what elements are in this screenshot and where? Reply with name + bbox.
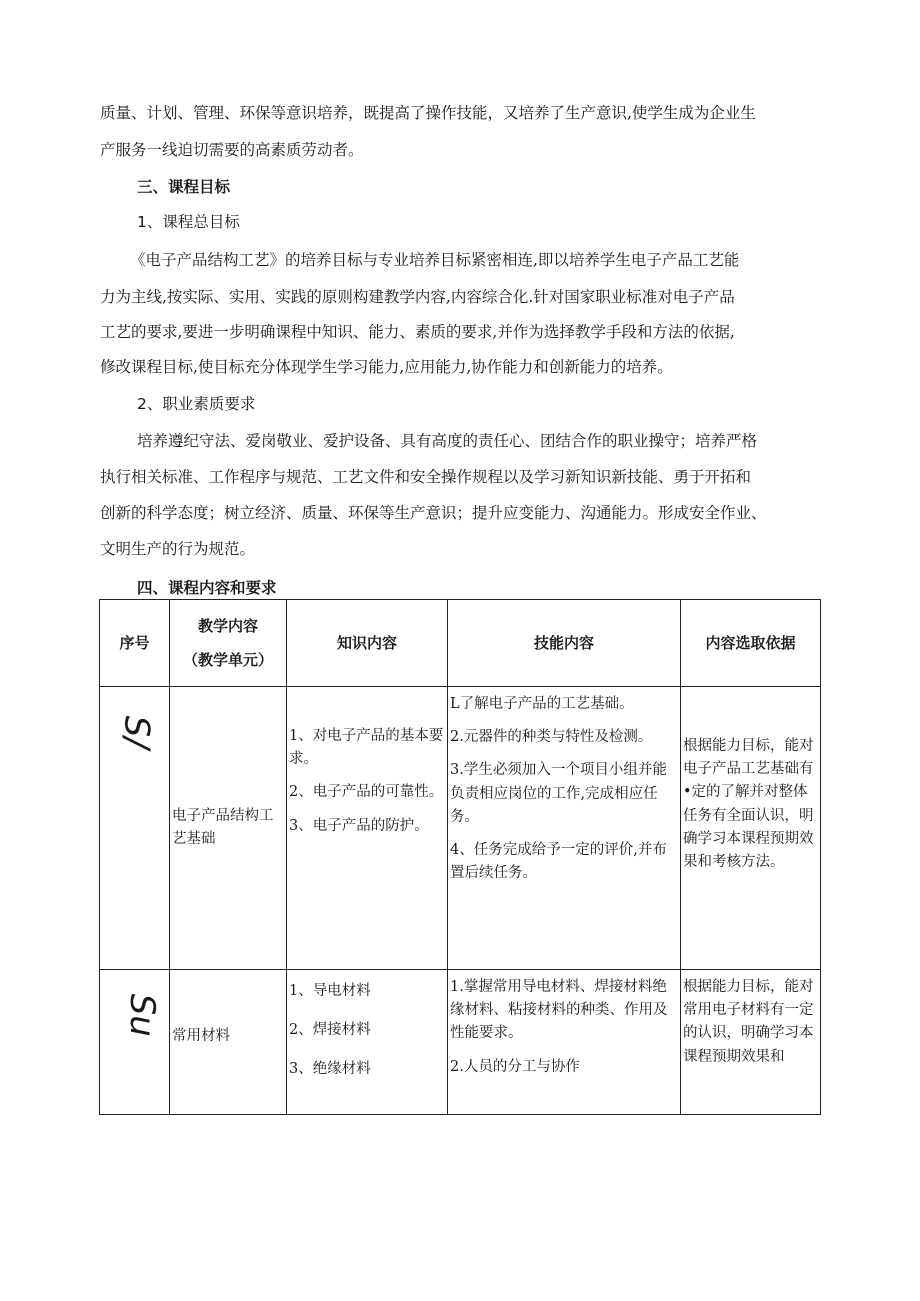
row1-seq: [100, 687, 170, 970]
row2-knowledge-item: 3、绝缘材料: [289, 1061, 371, 1078]
quality-line3: 创新的科学态度；树立经济、质量、环保等生产意识；提升应变能力、沟通能力。形成安全作业、: [100, 504, 767, 522]
goal-line3: 工艺的要求,要进一步明确课程中知识、能力、素质的要求,并作为选择教学手段和方法的依据,: [100, 323, 735, 341]
row2-knowledge-item: 1、导电材料: [289, 983, 371, 999]
goal-line4: 修改课程目标,使目标充分体现学生学习能力,应用能力,协作能力和创新能力的培养。: [100, 358, 673, 376]
goal-line2: 力为主线,按实际、实用、实践的原则构建教学内容,内容综合化.针对国家职业标准对电子产品: [100, 288, 735, 306]
subsection-1-heading: 1、课程总目标: [137, 213, 240, 231]
row1-skill: [448, 687, 681, 970]
header-content: [170, 600, 287, 687]
row1-knowledge-item: 2、电子产品的可靠性。: [289, 784, 444, 801]
table-row: [100, 687, 821, 970]
row1-skill-item: 2.元器件的种类与特性及检测。: [450, 729, 653, 746]
header-seq: 序号: [100, 600, 170, 687]
row2-knowledge-item: 2、焊接材料: [289, 1022, 371, 1039]
row2-seq: [100, 970, 170, 1115]
table-row: [100, 970, 821, 1115]
row1-skill-item: L了解电子产品的工艺基础。: [450, 696, 634, 712]
table-header-row: [100, 600, 821, 687]
row1-basis: 根据能力目标，能对电子产品工艺基础有•定的了解并对整体任务有全面认识，明确学习本课程预期效果和考核方法。: [681, 687, 821, 970]
header-content-line1: 教学内容: [197, 617, 258, 635]
row2-skill-item: 1.掌握常用导电材料、焊接材料绝缘材料、粘接材料的种类、作用及性能要求。: [450, 979, 668, 1042]
row1-seq-mark: S/: [116, 715, 157, 749]
row1-knowledge-item: 3、电子产品的防护。: [289, 817, 429, 834]
row2-skill: [448, 970, 681, 1115]
header-content-line2: （教学单元）: [182, 651, 273, 669]
header-basis: 内容选取依据: [681, 600, 821, 687]
row2-basis: 根据能力目标，能对常用电子材料有一定的认识，明确学习本课程预期效果和: [681, 970, 821, 1115]
header-knowledge: 知识内容: [287, 600, 448, 687]
row1-knowledge-item: 1、对电子产品的基本要求。: [289, 728, 444, 768]
course-content-table: [99, 599, 821, 1115]
row2-knowledge: [287, 970, 448, 1115]
row1-unit: 电子产品结构工艺基础: [170, 687, 287, 970]
paragraph-intro-line2: 产服务一线迫切需要的高素质劳动者。: [100, 141, 364, 159]
section-four-heading: 四、课程内容和要求: [137, 579, 277, 597]
header-skill: 技能内容: [448, 600, 681, 687]
quality-line1: 培养遵纪守法、爱岗敬业、爱护设备、具有高度的责任心、团结合作的职业操守；培养严格: [137, 432, 758, 450]
goal-line1: 《电子产品结构工艺》的培养目标与专业培养目标紧密相连,即以培养学生电子产品工艺能: [130, 251, 740, 269]
row2-skill-item: 2.人员的分工与协作: [450, 1058, 580, 1075]
quality-line2: 执行相关标准、工作程序与规范、工艺文件和安全操作规程以及学习新知识新技能、勇于开拓和: [100, 468, 752, 486]
row1-knowledge: [287, 687, 448, 970]
section-three-heading: 三、课程目标: [137, 178, 231, 196]
row1-skill-item: 3.学生必须加入一个项目小组并能负责相应岗位的工作,完成相应任务。: [450, 762, 667, 825]
row1-skill-item: 4、任务完成给予一定的评价,并布置后续任务。: [450, 841, 667, 882]
subsection-2-heading: 2、职业素质要求: [137, 395, 256, 413]
row2-seq-mark: Su: [121, 993, 162, 1037]
quality-line4: 文明生产的行为规范。: [100, 540, 256, 558]
row2-unit: 常用材料: [170, 970, 287, 1115]
paragraph-intro-line1: 质量、计划、管理、环保等意识培养，既提高了操作技能，又培养了生产意识,使学生成为企业生: [100, 104, 756, 122]
